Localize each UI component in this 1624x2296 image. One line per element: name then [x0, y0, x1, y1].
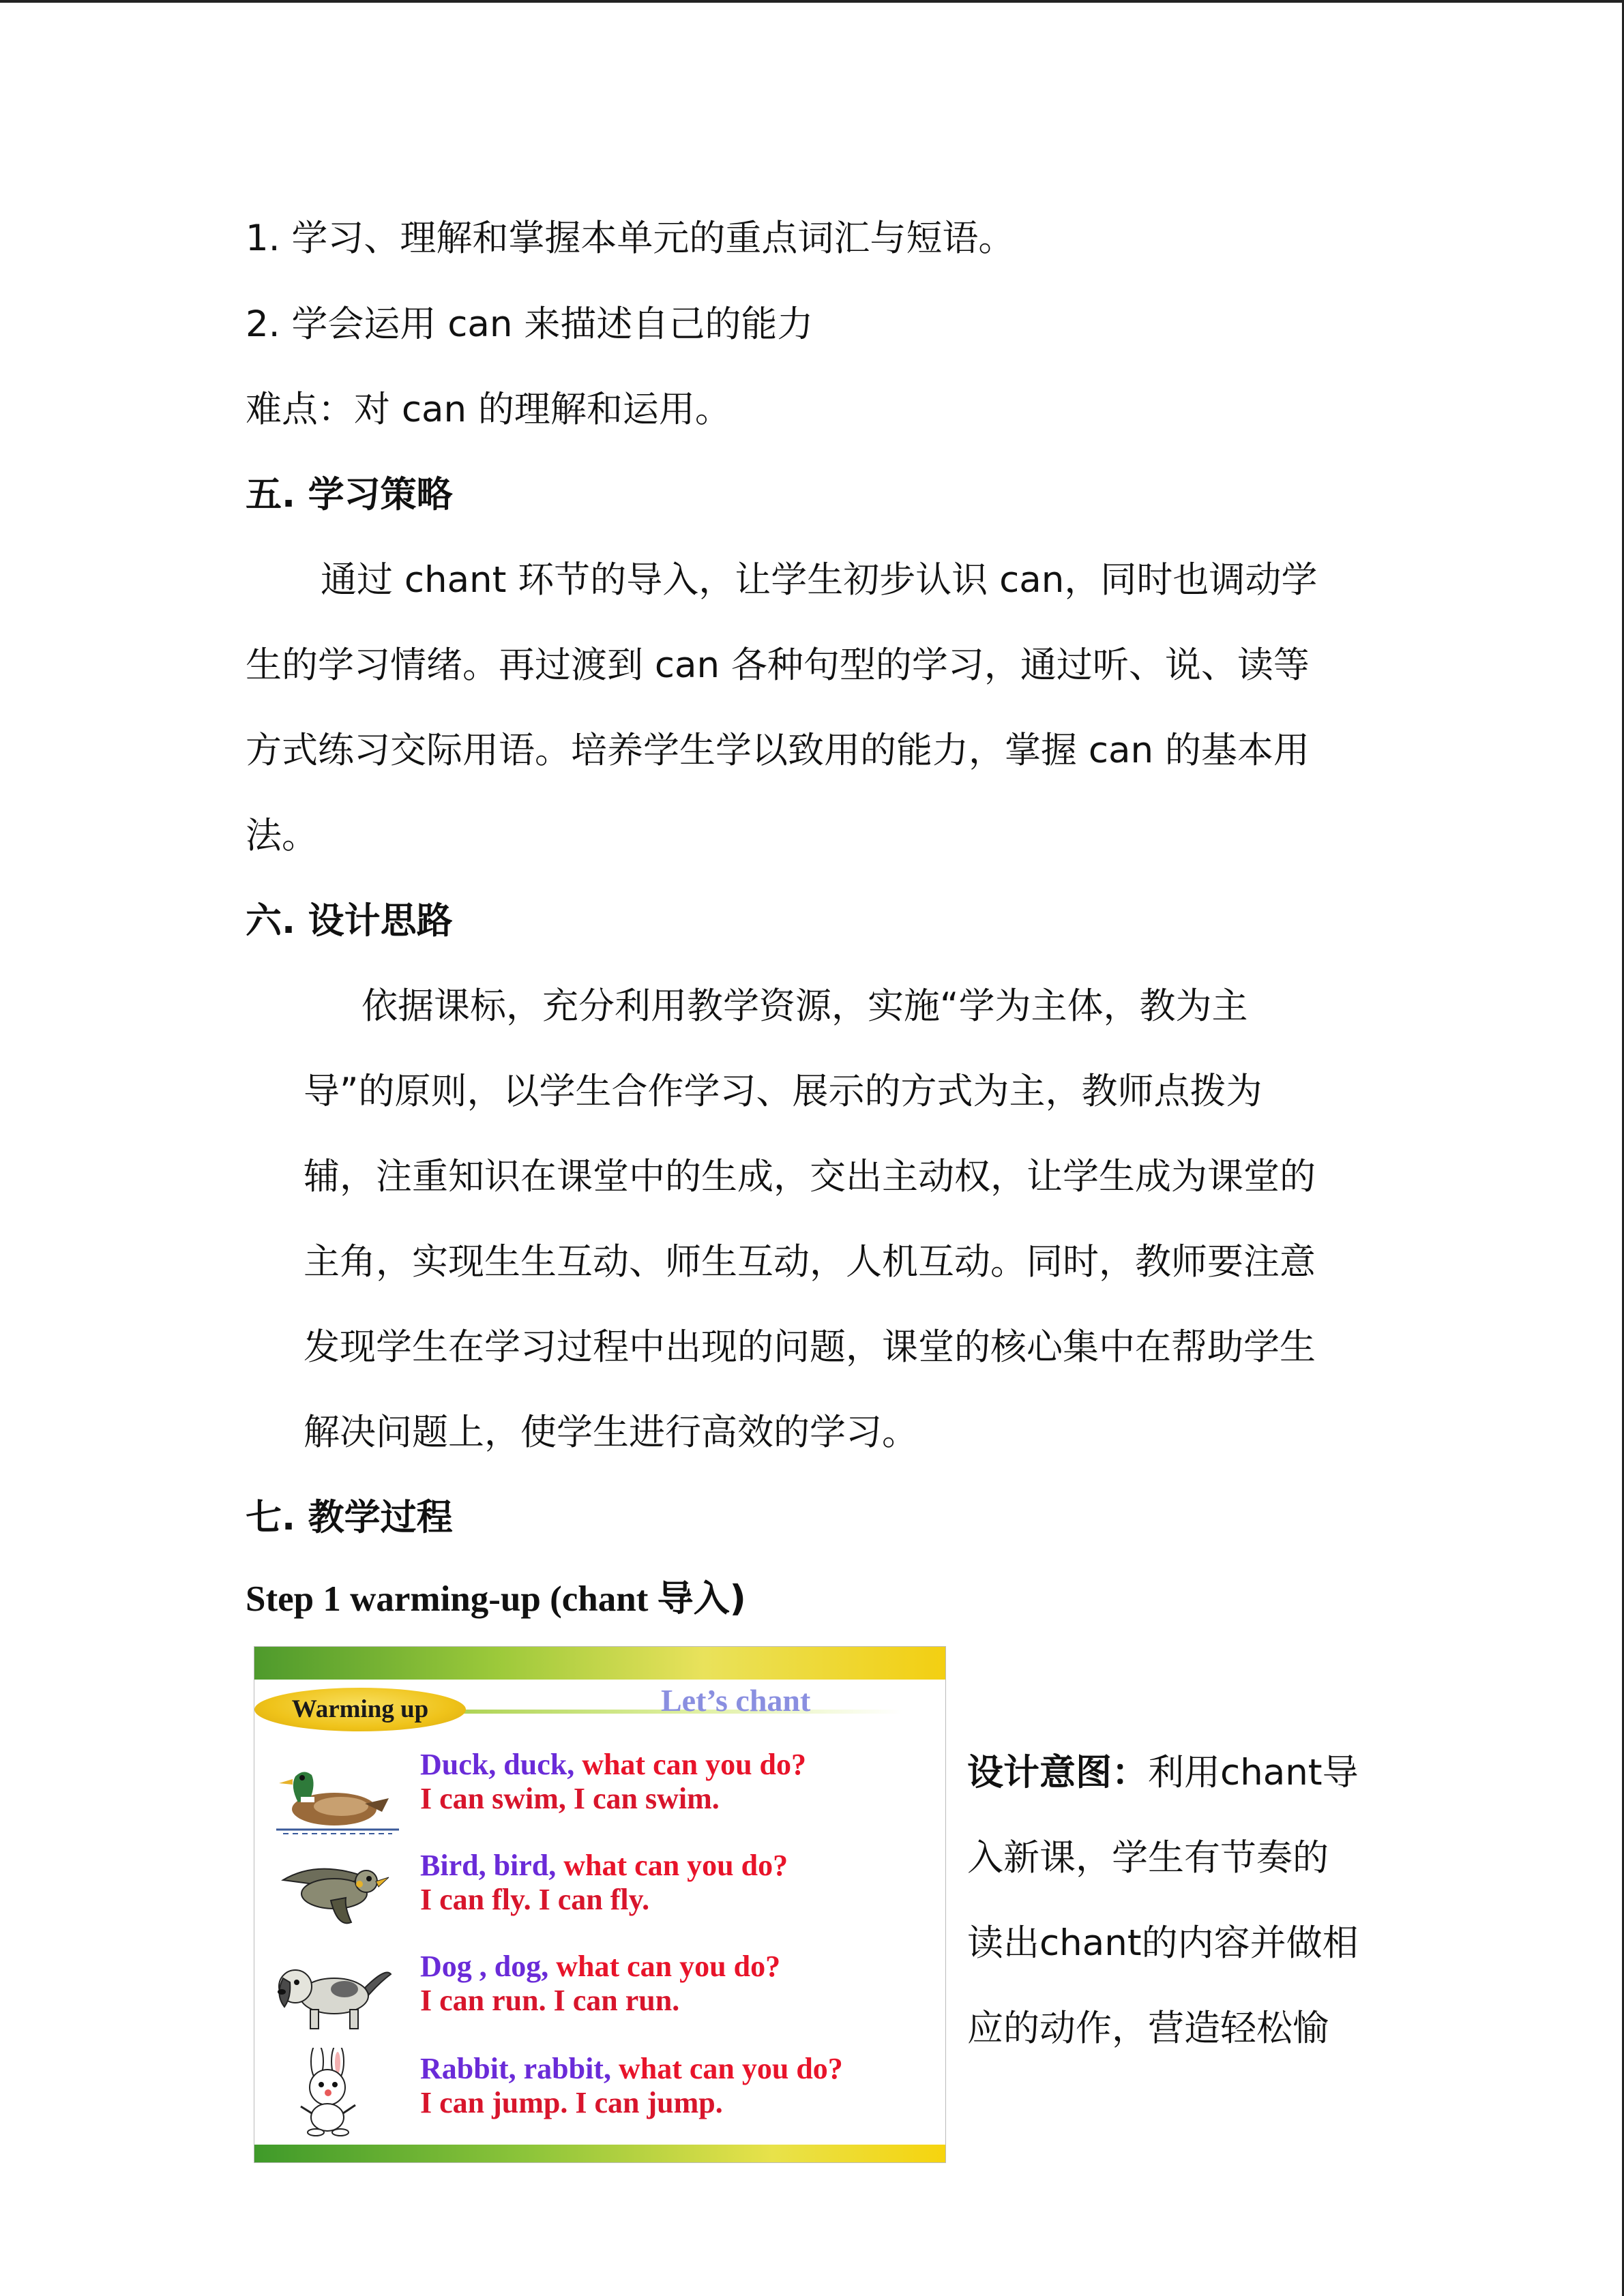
- rabbit-icon: [263, 2048, 399, 2136]
- slide-bottom-bar: [254, 2145, 945, 2162]
- verse-3-answer: I can run. I can run.: [420, 1984, 680, 2017]
- section-5-title: 五. 学习策略: [246, 474, 453, 516]
- section-6-line-3: 辅，注重知识在课堂中的生成，交出主动权，让学生成为课堂的: [304, 1156, 1316, 1197]
- warming-up-slide: [254, 1646, 946, 2163]
- verse-4-answer: I can jump. I can jump.: [420, 2086, 723, 2119]
- section-5-line-3: 方式练习交际用语。培养学生学以致用的能力，掌握 can 的基本用: [246, 730, 1310, 771]
- verse-2: [420, 1849, 788, 1917]
- warming-up-badge: Warming up: [254, 1688, 466, 1731]
- difficulty-line: 难点：对 can 的理解和运用。: [246, 389, 731, 430]
- verse-3-question: what can you do?: [556, 1950, 781, 1983]
- section-5-line-4: 法。: [246, 815, 318, 856]
- verse-3: [420, 1950, 780, 2018]
- bird-icon: [263, 1846, 399, 1935]
- section-5-line-1: 通过 chant 环节的导入，让学生初步认识 can，同时也调动学: [321, 559, 1318, 601]
- objective-2: 2. 学会运用 can 来描述自己的能力: [246, 303, 814, 345]
- section-6-line-6: 解决问题上，使学生进行高效的学习。: [304, 1412, 918, 1453]
- step-1-title: [246, 1575, 746, 1623]
- verse-4-question: what can you do?: [618, 2052, 843, 2085]
- section-5-line-2: 生的学习情绪。再过渡到 can 各种句型的学习，通过听、说、读等: [246, 644, 1310, 686]
- verse-2-question: what can you do?: [563, 1849, 788, 1882]
- verse-4: [420, 2052, 843, 2120]
- section-6-line-1: 依据课标，充分利用教学资源，实施“学为主体，教为主: [361, 985, 1248, 1027]
- verse-1-who: Duck, duck,: [420, 1748, 582, 1781]
- dog-icon: [263, 1947, 399, 2036]
- design-intent-first: 利用chant导: [1148, 1752, 1359, 1793]
- step-1-title-en: Step 1 warming-up (chant: [246, 1579, 658, 1619]
- slide-top-bar: [254, 1647, 945, 1680]
- lets-chant-title: Let’s chant: [661, 1683, 811, 1718]
- verse-4-who: Rabbit, rabbit,: [420, 2052, 619, 2085]
- design-intent-label: 设计意图：: [967, 1752, 1148, 1793]
- verse-3-who: Dog , dog,: [420, 1950, 557, 1983]
- page-top-rule: [0, 0, 1624, 3]
- section-6-line-2: 导”的原则，以学生合作学习、展示的方式为主，教师点拨为: [304, 1071, 1263, 1112]
- objective-1: 1. 学习、理解和掌握本单元的重点词汇与短语。: [246, 218, 1015, 259]
- section-6-line-4: 主角，实现生生互动、师生互动，人机互动。同时，教师要注意: [304, 1241, 1316, 1283]
- design-intent-line-3: 读出chant的内容并做相: [967, 1922, 1359, 1964]
- step-1-title-cn: 导入): [657, 1578, 746, 1620]
- verse-1-answer: I can swim, I can swim.: [420, 1782, 720, 1815]
- section-7-title: 七. 教学过程: [246, 1497, 453, 1538]
- verse-2-answer: I can fly. I can fly.: [420, 1883, 650, 1916]
- design-intent-line-2: 入新课，学生有节奏的: [967, 1837, 1329, 1879]
- section-6-line-5: 发现学生在学习过程中出现的问题，课堂的核心集中在帮助学生: [304, 1326, 1316, 1368]
- section-6-title: 六. 设计思路: [246, 900, 453, 942]
- duck-icon: [263, 1749, 399, 1838]
- verse-1: [420, 1748, 806, 1816]
- design-intent-line-4: 应的动作，营造轻松愉: [967, 2008, 1329, 2049]
- design-intent-line-1: [967, 1749, 1359, 1797]
- verse-2-who: Bird, bird,: [420, 1849, 564, 1882]
- verse-1-question: what can you do?: [582, 1748, 807, 1781]
